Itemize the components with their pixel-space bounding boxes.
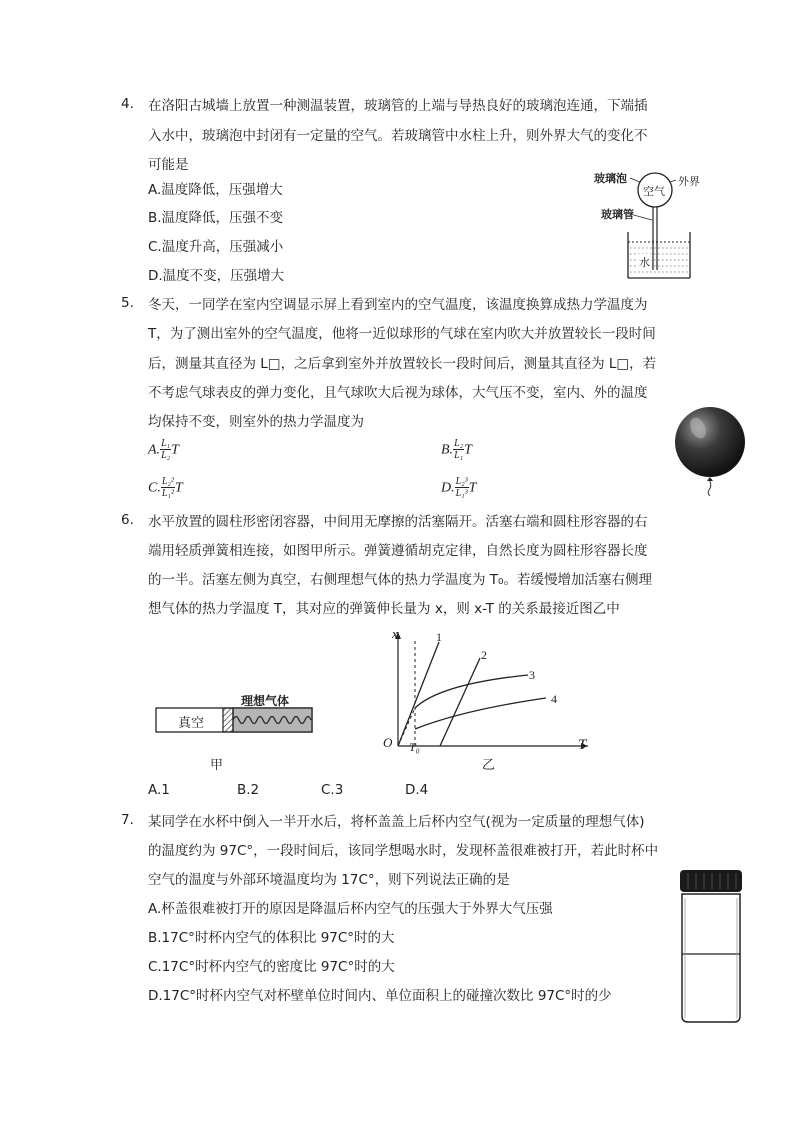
question-text-line: 水平放置的圆柱形密闭容器，中间用无摩擦的活塞隔开。活塞右端和圆柱形容器的右 — [148, 514, 648, 530]
label-glass-bulb: 玻璃泡 — [594, 172, 627, 185]
question-text-line: 后，测量其直径为 L□，之后拿到室外并放置较长一段时间后，测量其直径为 L□，若 — [148, 356, 657, 372]
option-b: B.17C°时杯内空气的体积比 97C°时的大 — [148, 930, 395, 946]
fraction: $\frac{\text{L₁}}{\text{L₂}}$ — [161, 438, 171, 461]
option-d: D.17C°时杯内空气对杯壁单位时间内、单位面积上的碰撞次数比 97C°时的少 — [148, 988, 612, 1004]
label-air: 空气 — [643, 185, 665, 198]
question-text-line: 端用轻质弹簧相连接，如图甲所示。弹簧遵循胡克定律，自然长度为圆柱形容器长度 — [148, 543, 648, 559]
curve-4-label: 4 — [551, 692, 557, 706]
curve-3-label: 3 — [529, 668, 535, 682]
question-number: 5. — [121, 295, 134, 311]
question-text-line: 的一半。活塞左侧为真空，右侧理想气体的热力学温度为 T₀。若缓慢增加活塞右侧理 — [148, 572, 652, 588]
question-text-line: 均保持不变，则室外的热力学温度为 — [148, 414, 364, 430]
figure-b-caption: 乙 — [482, 758, 496, 773]
curve-1 — [398, 642, 439, 746]
fraction: $\frac{\text{L₂³}}{\text{L₁³}}$ — [455, 476, 468, 499]
option-d: D.4 — [405, 782, 429, 798]
question-text-line: 的温度约为 97C°，一段时间后，该同学想喝水时，发现杯盖很难被打开，若此时杯中 — [148, 843, 659, 859]
x-axis-label: x — [392, 626, 398, 641]
curve-1-label: 1 — [436, 630, 442, 644]
option-b: B.2 — [237, 782, 260, 798]
label-glass-tube: 玻璃管 — [601, 208, 634, 221]
option-a: A.温度降低，压强增大 — [148, 182, 283, 198]
option-c: C.温度升高，压强减小 — [148, 239, 284, 255]
question-text-line: T，为了测出室外的空气温度，他将一近似球形的气球在室内吹大并放置较长一段时间 — [148, 326, 656, 342]
t-axis-label: T — [578, 737, 587, 753]
curve-2-label: 2 — [481, 648, 487, 662]
question-number: 4. — [121, 96, 134, 112]
label-vacuum: 真空 — [178, 716, 205, 731]
balloon-image — [672, 402, 752, 498]
curve-4 — [415, 698, 546, 729]
option-c: C. $\frac{\text{L₂²}}{\text{L₁²}}$ T — [148, 476, 183, 499]
question-text-line: 冬天，一同学在室内空调显示屏上看到室内的空气温度，该温度换算成热力学温度为 — [148, 297, 648, 313]
option-a: A.1 — [148, 782, 170, 798]
question-text-line: 空气的温度与外部环境温度均为 17C°，则下列说法正确的是 — [148, 872, 510, 888]
option-d: D. $\frac{\text{L₂³}}{\text{L₁³}}$ T — [441, 476, 477, 499]
question-text-line: 可能是 — [148, 157, 189, 173]
question-text-line: 在洛阳古城墙上放置一种测温装置，玻璃管的上端与导热良好的玻璃泡连通，下端插 — [148, 98, 648, 114]
question-text-line: 不考虑气球表皮的弹力变化，且气球吹大后视为球体，大气压不变，室内、外的温度 — [148, 385, 648, 401]
question-number: 7. — [121, 812, 134, 828]
question-text-line: 某同学在水杯中倒入一半开水后，将杯盖盖上后杯内空气(视为一定质量的理想气体) — [148, 814, 645, 830]
option-c: C.3 — [321, 782, 344, 798]
label-ideal-gas: 理想气体 — [241, 694, 290, 708]
option-b: B.温度降低，压强不变 — [148, 210, 284, 226]
cup-body — [682, 894, 740, 1022]
label-outside: 外界 — [678, 175, 700, 188]
option-a: A.杯盖很难被打开的原因是降温后杯内空气的压强大于外界大气压强 — [148, 901, 553, 917]
option-d: D.温度不变，压强增大 — [148, 268, 285, 284]
option-b: B. $\frac{\text{L₂}}{\text{L₁}}$ T — [441, 438, 472, 461]
cup-lid — [680, 870, 742, 892]
option-c: C.17C°时杯内空气的密度比 97C°时的大 — [148, 959, 395, 975]
label-water: 水 — [639, 256, 650, 269]
question-text-line: 想气体的热力学温度 T，其对应的弹簧伸长量为 x，则 x-T 的关系最接近图乙中 — [148, 601, 620, 617]
t0-label: T₀ — [409, 740, 420, 754]
option-a: A. $\frac{\text{L₁}}{\text{L₂}}$ T — [148, 438, 179, 461]
figure-a-caption: 甲 — [210, 758, 224, 773]
fraction: $\frac{\text{L₂}}{\text{L₁}}$ — [454, 438, 464, 461]
question-number: 6. — [121, 512, 134, 528]
question-text-line: 入水中，玻璃泡中封闭有一定量的空气。若玻璃管中水柱上升，则外界大气的变化不 — [148, 128, 648, 144]
curve-2 — [440, 658, 480, 746]
fraction: $\frac{\text{L₂²}}{\text{L₁²}}$ — [161, 476, 174, 499]
cup-with-lid-image — [674, 866, 750, 1026]
origin-label: O — [383, 735, 393, 750]
